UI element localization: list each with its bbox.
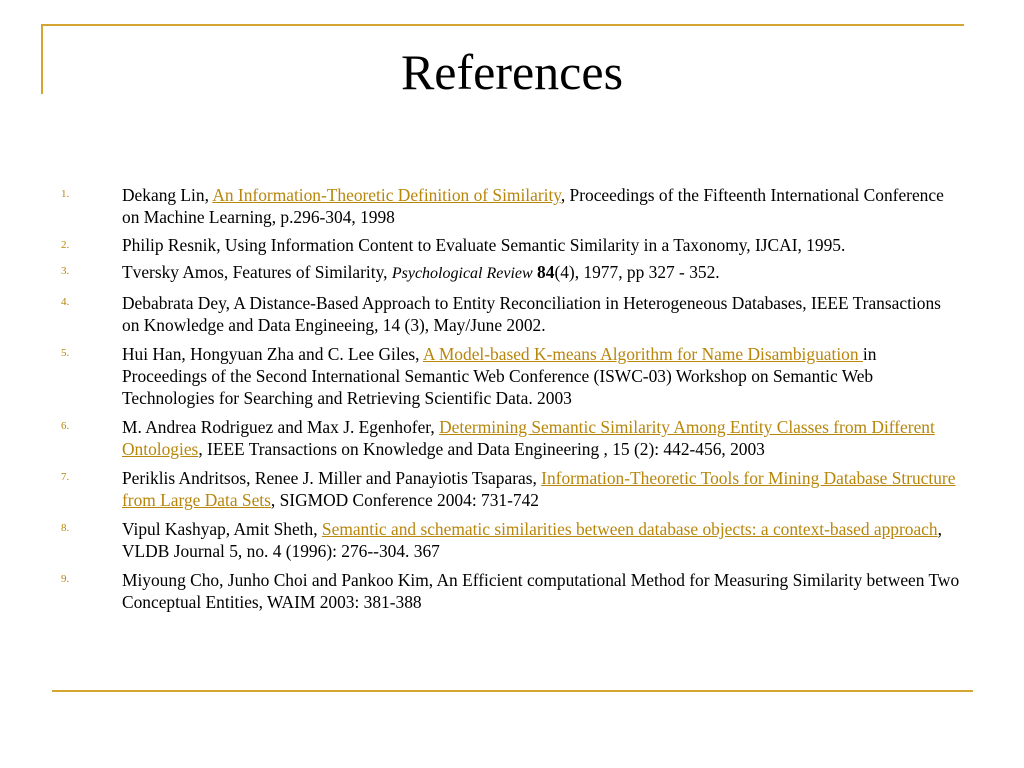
- reference-item-1: [61, 184, 961, 228]
- reference-number: 7.: [61, 471, 70, 483]
- reference-number: 4.: [61, 296, 70, 308]
- reference-number: 8.: [61, 522, 70, 534]
- reference-details: , SIGMOD Conference 2004: 731-742: [270, 490, 539, 510]
- reference-number: 6.: [61, 420, 70, 432]
- reference-link-7[interactable]: Information-Theoretic Tools for Mining Database Structure from Large Data Sets: [122, 468, 956, 510]
- reference-item-3: [61, 261, 961, 285]
- reference-item-9: [61, 569, 961, 613]
- reference-number: 1.: [61, 188, 70, 200]
- reference-number: 2.: [61, 239, 70, 251]
- reference-details: (4), 1977, pp 327 - 352.: [554, 262, 720, 282]
- reference-item-4: [61, 292, 961, 336]
- bottom-border-line: [52, 690, 973, 692]
- reference-list: [61, 184, 961, 620]
- reference-number: 9.: [61, 573, 70, 585]
- page-title: References: [400, 44, 624, 100]
- journal-volume: 84: [537, 262, 555, 282]
- reference-number: 5.: [61, 347, 70, 359]
- top-border-line: [41, 24, 964, 26]
- reference-authors: Tversky Amos, Features of Similarity,: [122, 262, 392, 282]
- journal-name: Psychological Review: [391, 265, 533, 282]
- reference-link-6[interactable]: Determining Semantic Similarity Among Entity Classes from Different Ontologies: [122, 417, 935, 459]
- reference-link-8[interactable]: Semantic and schematic similarities between database objects: a context-based approach: [321, 519, 938, 539]
- reference-number: 3.: [61, 265, 70, 277]
- reference-text: Miyoung Cho, Junho Choi and Pankoo Kim, An Efficient computational Method for Measuring Similarity between Two Conceptual Entities, WAIM 2003: 381-388: [122, 570, 960, 612]
- reference-details: , Proceedings of the Fifteenth International Conference on Machine Learning, p.296-304, 1998: [122, 185, 944, 227]
- reference-item-7: [61, 467, 961, 511]
- reference-details: , IEEE Transactions on Knowledge and Data Engineering , 15 (2): 442-456, 2003: [198, 439, 765, 459]
- reference-item-2: [61, 232, 961, 259]
- reference-item-5: [61, 343, 961, 409]
- reference-authors: Hui Han, Hongyuan Zha and C. Lee Giles,: [122, 344, 423, 364]
- reference-authors: Dekang Lin,: [122, 185, 213, 205]
- reference-text: Debabrata Dey, A Distance-Based Approach to Entity Reconciliation in Heterogeneous Databases, IEEE Transactions on Knowledge and Data Engineeing, 14 (3), May/June 2002.: [122, 293, 941, 335]
- reference-authors: M. Andrea Rodriguez and Max J. Egenhofer,: [122, 417, 440, 437]
- reference-authors: Periklis Andritsos, Renee J. Miller and Panayiotis Tsaparas,: [122, 468, 542, 488]
- reference-authors: Vipul Kashyap, Amit Sheth,: [122, 519, 322, 539]
- reference-link-5[interactable]: A Model-based K-means Algorithm for Name Disambiguation: [422, 344, 863, 364]
- reference-item-8: [61, 518, 961, 562]
- reference-details: in Proceedings of the Second International Semantic Web Conference (ISWC-03) Workshop on Semantic Web Technologies for Searching and Retrieving Scientific Data. 2003: [122, 344, 877, 408]
- reference-text: Philip Resnik, Using Information Content to Evaluate Semantic Similarity in a Taxonomy, IJCAI, 1995.: [122, 235, 846, 255]
- reference-item-6: [61, 416, 961, 460]
- reference-link-1[interactable]: An Information-Theoretic Definition of Similarity: [212, 185, 561, 205]
- reference-details: , VLDB Journal 5, no. 4 (1996): 276--304. 367: [122, 519, 942, 561]
